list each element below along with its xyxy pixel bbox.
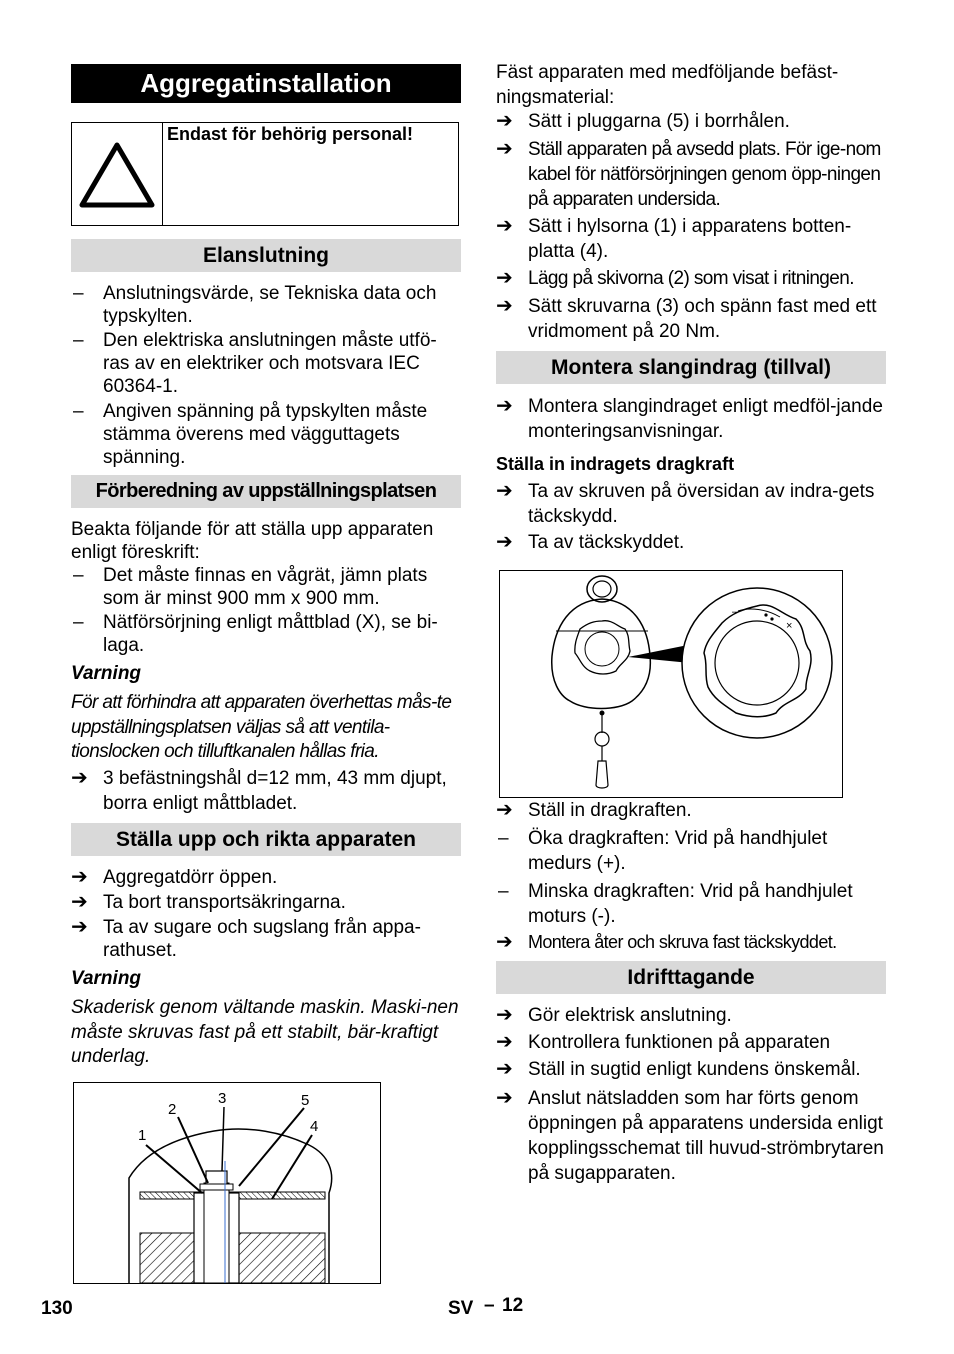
figure-label: 2 — [168, 1101, 177, 1118]
figure-label: 5 — [301, 1092, 310, 1109]
stalla-upp-heading: Ställa upp och rikta apparaten — [71, 823, 461, 856]
footer-subpage: 12 — [502, 1295, 524, 1316]
warning-label: Varning — [71, 663, 142, 684]
figure-label: 1 — [138, 1127, 147, 1144]
hose-reel-figure — [499, 570, 843, 798]
figure-label: 3 — [218, 1090, 227, 1107]
mounting-figure — [73, 1082, 381, 1284]
stalla-in-heading: Ställa in indragets dragkraft — [496, 454, 735, 474]
elanslutning-heading: Elanslutning — [71, 239, 461, 272]
svg-text:×: × — [786, 620, 793, 632]
forberedning-heading: Förberedning av uppställningsplatsen — [71, 475, 461, 508]
right-intro: Fäst apparaten med medföljande befäst-ningsmaterial: — [496, 62, 839, 108]
svg-text:–: – — [732, 606, 739, 618]
forberedning-intro: Beakta följande för att ställa upp apparaten enligt föreskrift: — [71, 519, 434, 563]
warning-triangle-icon — [72, 123, 163, 225]
montera-heading: Montera slangindrag (tillval) — [496, 351, 886, 384]
warning-text: Skaderisk genom vältande maskin. Maski-nen måste skruvas fast på ett stabilt, bär-kraftigt underlag. — [71, 997, 459, 1067]
footer-sep: – — [484, 1295, 495, 1316]
warning-text: För att förhindra att apparaten överhettas mås-te uppställningsplatsen väljas så att ventila-tionslocken och tilluftkanalen hållas fria. — [71, 692, 452, 762]
section-title: Aggregatinstallation — [71, 64, 461, 103]
warning-box-text: Endast för behörig personal! — [167, 124, 414, 144]
footer-lang: SV — [448, 1298, 474, 1319]
idrifttagande-heading: Idrifttagande — [496, 961, 886, 994]
figure-label: 4 — [310, 1118, 319, 1135]
warning-label: Varning — [71, 968, 142, 989]
page-number: 130 — [41, 1298, 73, 1319]
warning-box — [71, 122, 459, 226]
